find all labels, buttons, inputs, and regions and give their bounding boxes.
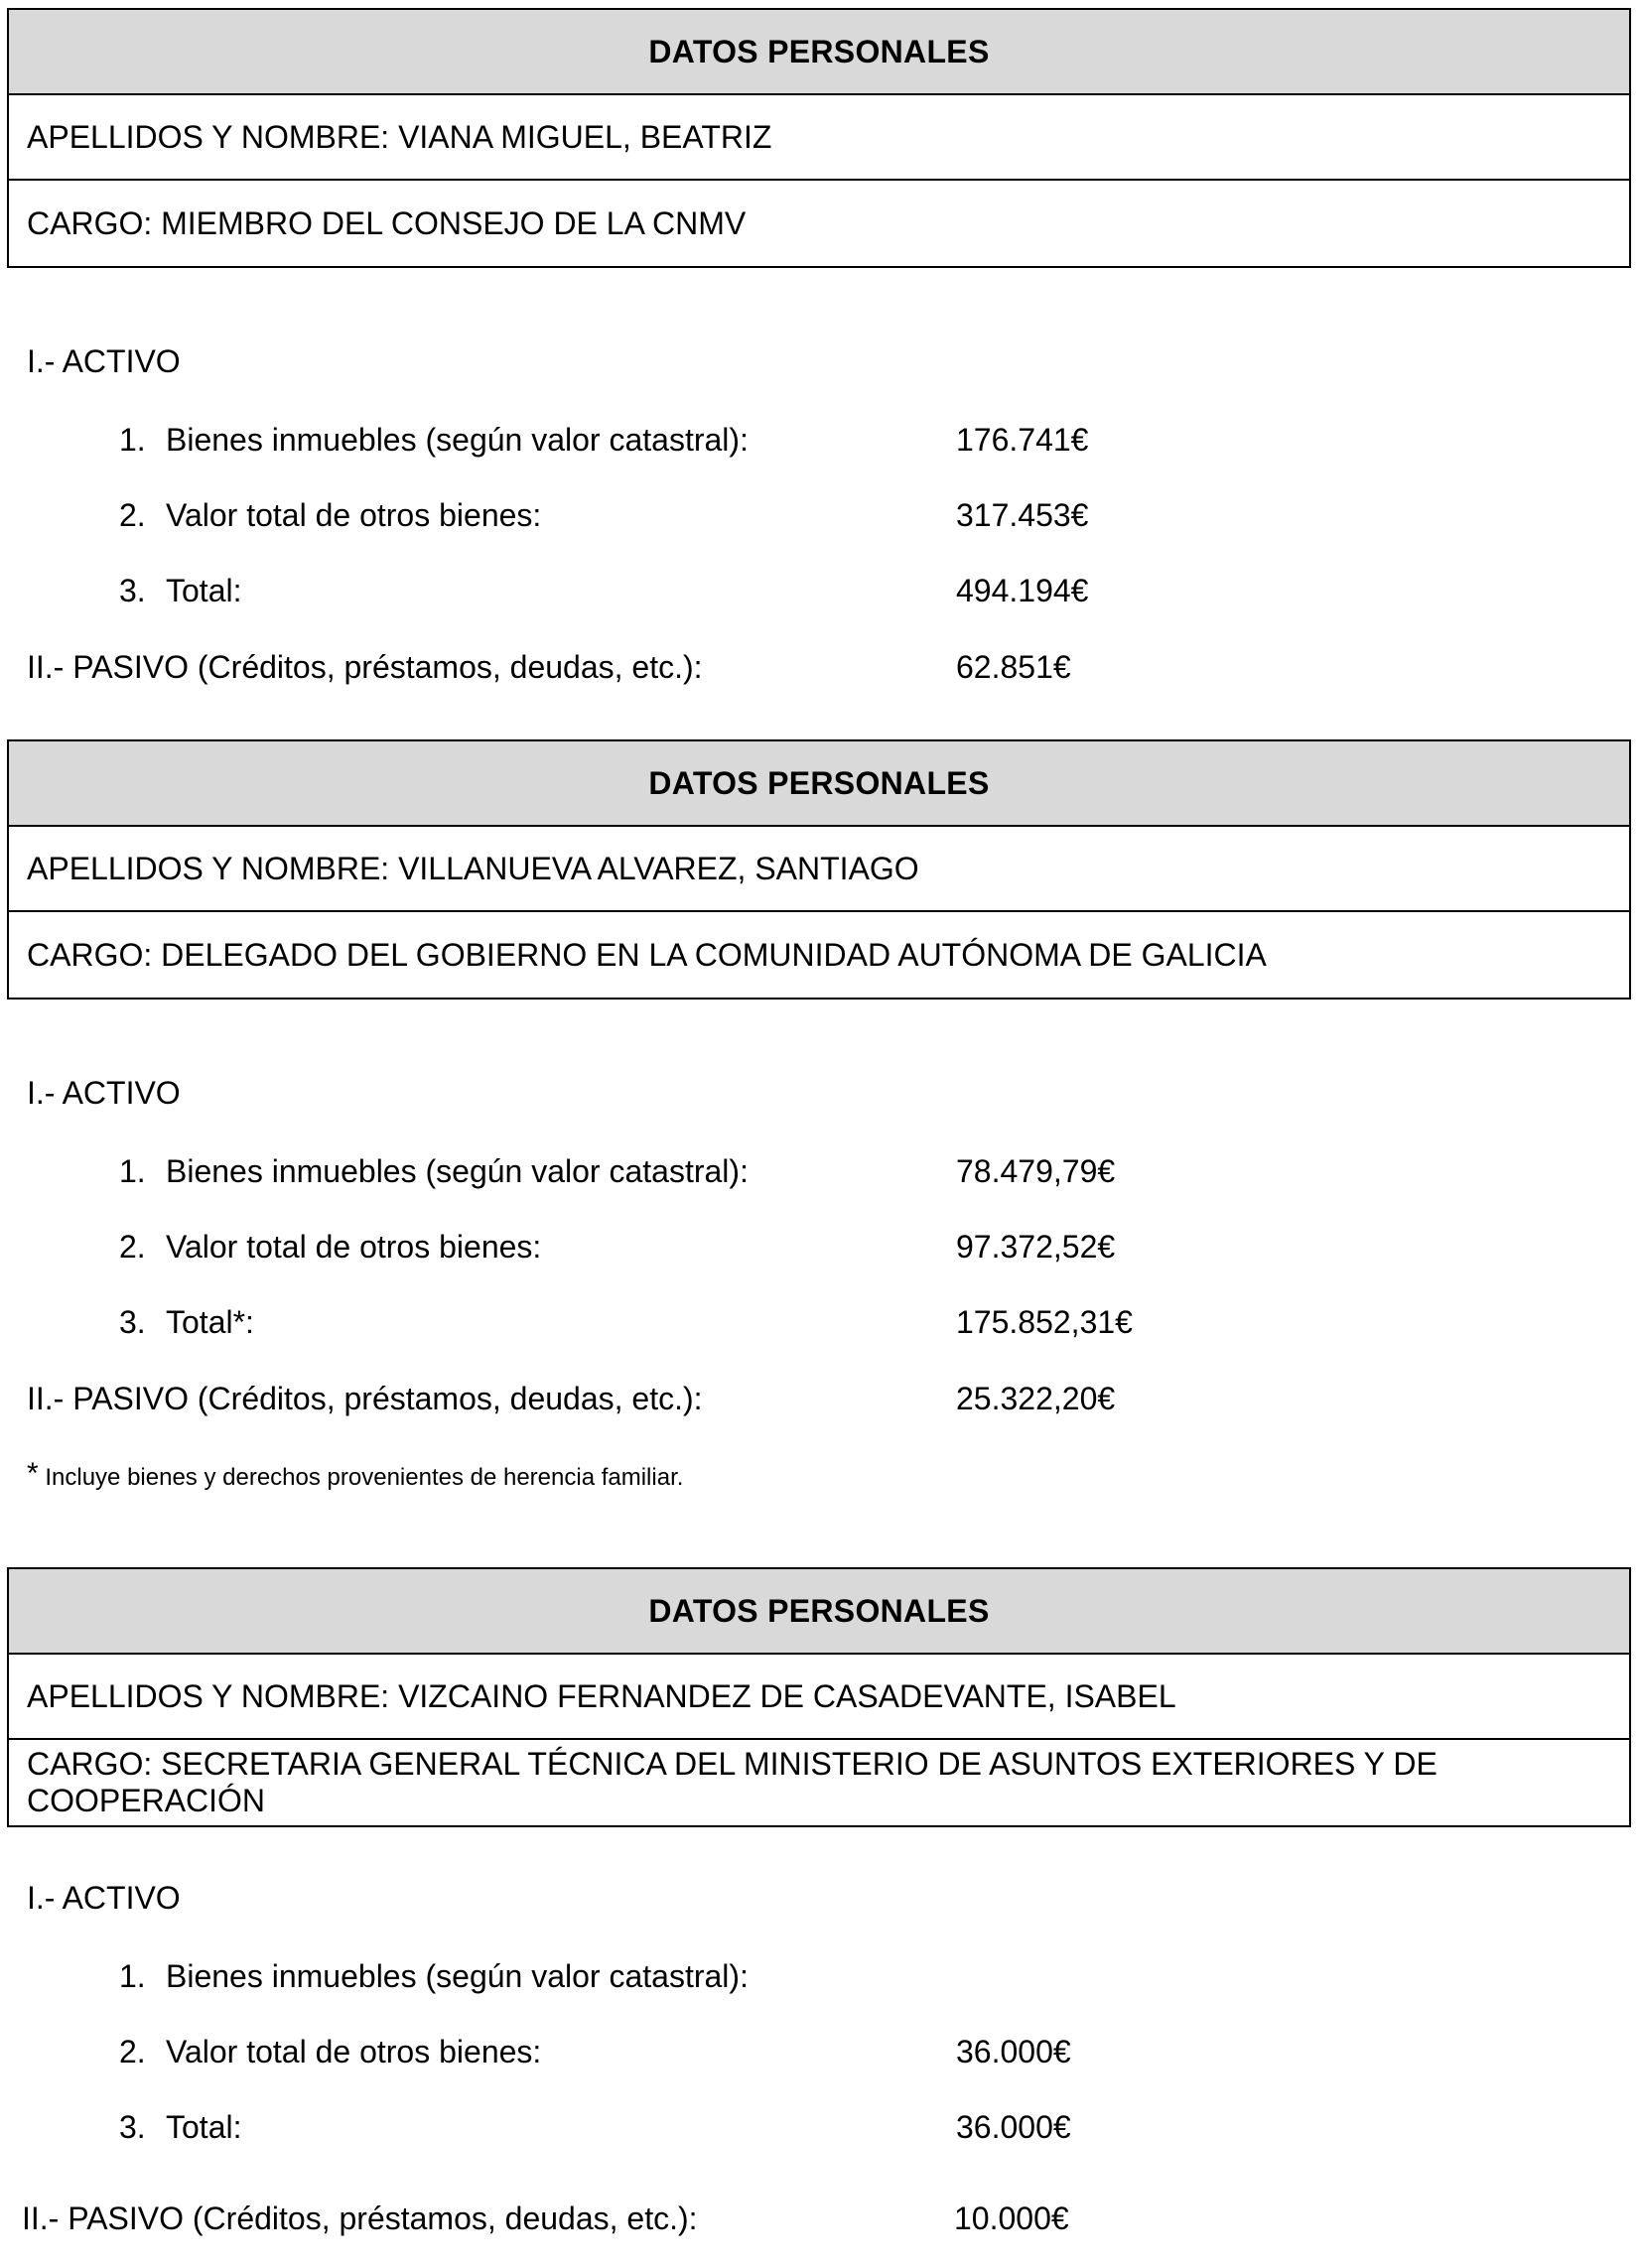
item-label: Total:: [166, 573, 242, 608]
item-label: Total*:: [166, 1304, 254, 1340]
item-label: Bienes inmuebles (según valor catastral):: [166, 1958, 749, 1994]
full-name: APELLIDOS Y NOMBRE: VIZCAINO FERNANDEZ DE CASADEVANTE, ISABEL: [9, 1655, 1629, 1740]
item-number: 2.: [119, 2034, 146, 2069]
item-value: 176.741€: [956, 422, 1089, 458]
position: CARGO: SECRETARIA GENERAL TÉCNICA DEL MINISTERIO DE ASUNTOS EXTERIORES Y DE COOPERACIÓN: [27, 1746, 1437, 1818]
item-value: 97.372,52€: [956, 1229, 1116, 1265]
position: CARGO: DELEGADO DEL GOBIERNO EN LA COMUNIDAD AUTÓNOMA DE GALICIA: [27, 936, 1267, 973]
personal-data-box-3: [7, 1567, 1631, 1827]
item-label: Valor total de otros bienes:: [166, 497, 542, 533]
full-name: APELLIDOS Y NOMBRE: VILLANUEVA ALVAREZ, SANTIAGO: [9, 827, 1629, 912]
pasivo-value: 25.322,20€: [956, 1381, 1116, 1416]
item-value: 175.852,31€: [956, 1304, 1133, 1340]
item-value: 36.000€: [956, 2109, 1071, 2145]
personal-data-box-2: [7, 739, 1631, 1000]
item-number: 3.: [119, 1304, 146, 1340]
item-value: 36.000€: [956, 2034, 1071, 2069]
item-value: 494.194€: [956, 573, 1089, 608]
item-number: 1.: [119, 1958, 146, 1994]
full-name: APELLIDOS Y NOMBRE: VIANA MIGUEL, BEATRIZ: [9, 95, 1629, 181]
item-number: 1.: [119, 1153, 146, 1189]
footnote: [27, 1457, 683, 1492]
footnote-asterisk: *: [27, 1457, 39, 1490]
activo-heading: I.- ACTIVO: [27, 1075, 181, 1111]
item-number: 3.: [119, 2109, 146, 2145]
item-number: 2.: [119, 497, 146, 533]
pasivo-value: 10.000€: [954, 2201, 1069, 2236]
footnote-text: Incluye bienes y derechos provenientes de herencia familiar.: [45, 1464, 684, 1491]
pasivo-label: II.- PASIVO (Créditos, préstamos, deudas, etc.):: [27, 1381, 703, 1416]
pasivo-label: II.- PASIVO (Créditos, préstamos, deudas, etc.):: [22, 2201, 698, 2236]
pasivo-label: II.- PASIVO (Créditos, préstamos, deudas, etc.):: [27, 649, 703, 685]
activo-heading: I.- ACTIVO: [27, 1880, 181, 1916]
item-label: Valor total de otros bienes:: [166, 1229, 542, 1265]
item-value: 78.479,79€: [956, 1153, 1116, 1189]
item-label: Bienes inmuebles (según valor catastral):: [166, 422, 749, 458]
item-label: Bienes inmuebles (según valor catastral):: [166, 1153, 749, 1189]
item-number: 1.: [119, 422, 146, 458]
section-header: DATOS PERSONALES: [9, 10, 1629, 95]
position: CARGO: MIEMBRO DEL CONSEJO DE LA CNMV: [27, 204, 747, 241]
pasivo-value: 62.851€: [956, 649, 1071, 685]
activo-heading: I.- ACTIVO: [27, 343, 181, 379]
personal-data-box-1: [7, 8, 1631, 268]
section-header: DATOS PERSONALES: [9, 741, 1629, 827]
item-number: 3.: [119, 573, 146, 608]
item-label: Valor total de otros bienes:: [166, 2034, 542, 2069]
item-value: 317.453€: [956, 497, 1089, 533]
item-label: Total:: [166, 2109, 242, 2145]
item-number: 2.: [119, 1229, 146, 1265]
section-header: DATOS PERSONALES: [9, 1569, 1629, 1655]
